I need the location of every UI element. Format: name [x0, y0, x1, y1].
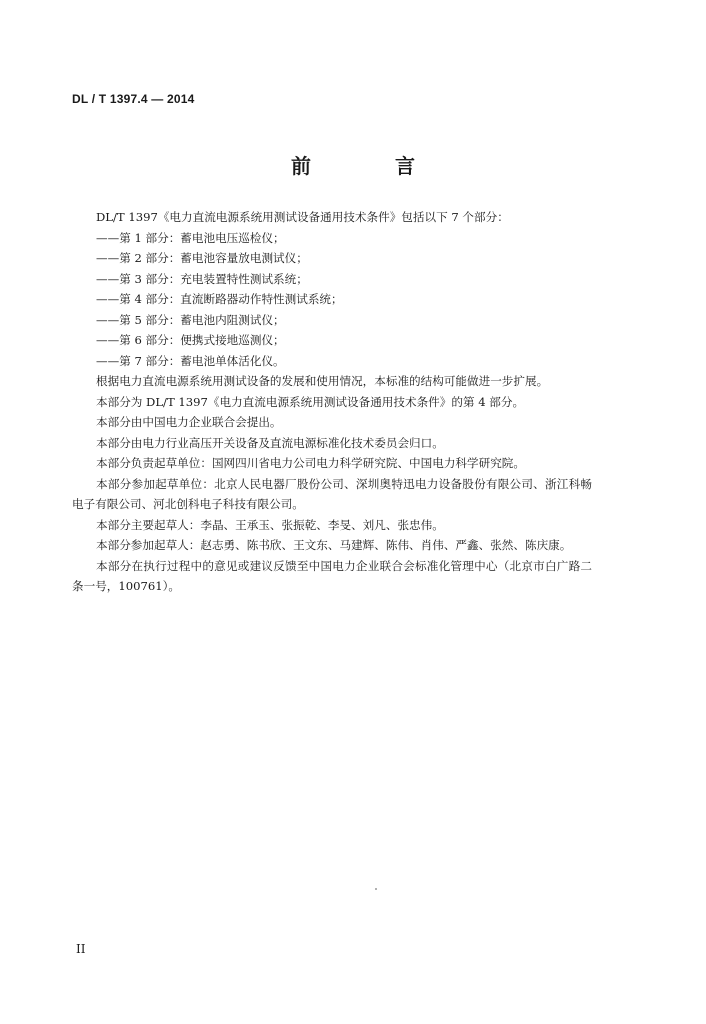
paragraph: 本部分由中国电力企业联合会提出。: [96, 415, 282, 429]
paragraph: 本部分为 DL/T 1397《电力直流电源系统用测试设备通用技术条件》的第 4 部分。: [96, 394, 525, 409]
speck-mark: [375, 888, 377, 890]
standard-code: DL / T 1397.4 — 2014: [72, 92, 195, 106]
paragraph: 本部分在执行过程中的意见或建议反馈至中国电力企业联合会标准化管理中心（北京市白广路二条一号，100761）。: [72, 558, 592, 593]
part-list-item: ——第 2 部分：蓄电池容量放电测试仪；: [96, 251, 308, 265]
paragraph: 本部分负责起草单位：国网四川省电力公司电力科学研究院、中国电力科学研究院。: [96, 456, 525, 470]
part-list-item: ——第 6 部分：便携式接地巡测仪；: [96, 333, 285, 347]
part-list-item: ——第 7 部分：蓄电池单体活化仪。: [96, 353, 285, 368]
page-number: II: [76, 942, 86, 956]
part-list-item: ——第 3 部分：充电装置特性测试系统；: [96, 271, 308, 286]
paragraph: 本部分由电力行业高压开关设备及直流电源标准化技术委员会归口。: [96, 435, 444, 450]
paragraph: 本部分参加起草单位：北京人民电器厂股份公司、深圳奥特迅电力设备股份有限公司、浙江科畅电子有限公司、河北创科电子科技有限公司。: [72, 476, 592, 511]
part-list-item: ——第 1 部分：蓄电池电压巡检仪；: [96, 230, 285, 245]
part-list-item: ——第 5 部分：蓄电池内阻测试仪；: [96, 312, 285, 327]
paragraph: 本部分主要起草人：李晶、王承玉、张振乾、李旻、刘凡、张忠伟。: [96, 517, 444, 532]
part-list-item: ——第 4 部分：直流断路器动作特性测试系统；: [96, 292, 343, 306]
paragraph: 根据电力直流电源系统用测试设备的发展和使用情况，本标准的结构可能做进一步扩展。: [96, 374, 549, 388]
page-title: 前 言: [291, 154, 447, 178]
intro-paragraph: DL/T 1397《电力直流电源系统用测试设备通用技术条件》包括以下 7 个部分：: [96, 210, 509, 224]
foreword-body: [72, 207, 592, 597]
paragraph: 本部分参加起草人：赵志勇、陈书欣、王文东、马建辉、陈伟、肖伟、严鑫、张然、陈庆康。: [96, 538, 572, 552]
